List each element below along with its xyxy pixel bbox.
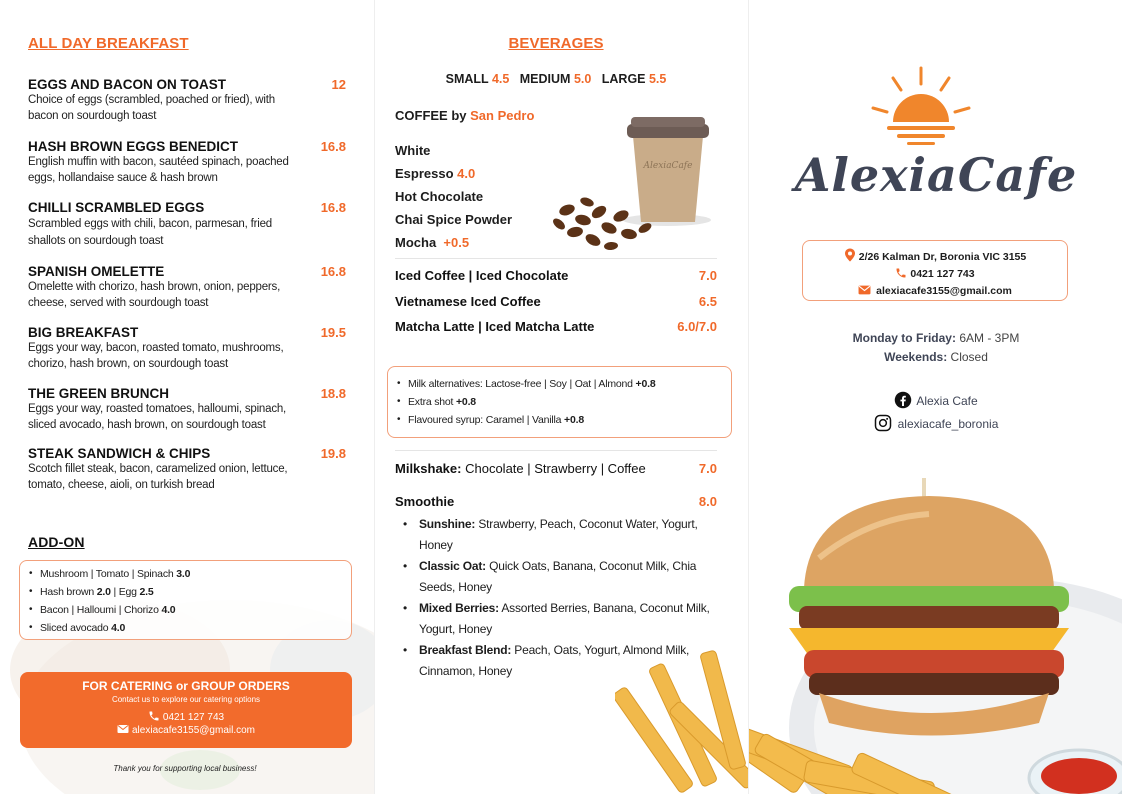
dish-description: Choice of eggs (scrambled, poached or fried), with bacon on sourdough toast [28, 94, 275, 122]
dish-description: English muffin with bacon, sautéed spinach, poached eggs, hollandaise sauce & hash brown [28, 156, 289, 184]
catering-box [20, 672, 352, 748]
address: 2/26 Kalman Dr, Boronia VIC 3155 [803, 248, 1067, 266]
extra-item: • Milk alternatives: Lactose-free | Soy | Oat | Almond +0.8 [388, 375, 731, 393]
menu-item [28, 325, 350, 372]
coffee-item: Mocha +0.5 [395, 235, 470, 250]
divider [395, 450, 717, 451]
menu-item [28, 446, 350, 493]
facebook-icon [894, 391, 912, 409]
dish-description: Eggs your way, bacon, roasted tomato, mushrooms, chorizo, hash brown, on sourdough toast [28, 342, 284, 370]
brand-panel [748, 0, 1122, 794]
addon-item: • Bacon | Halloumi | Chorizo 4.0 [20, 601, 351, 619]
iced-drink-row: Iced Coffee | Iced Chocolate 7.0 [395, 268, 717, 283]
smoothie-heading: Smoothie 8.0 [395, 494, 717, 509]
coffee-item: Hot Chocolate [395, 189, 484, 204]
location-pin-icon [844, 248, 856, 262]
dish-name: SPANISH OMELETTE [28, 264, 165, 279]
dish-name: HASH BROWN EGGS BENEDICT [28, 139, 239, 154]
catering-phone[interactable]: 0421 127 743 [20, 710, 352, 723]
menu-item [28, 200, 350, 250]
menu-item [28, 139, 350, 186]
size-prices: SMALL 4.5 MEDIUM 5.0 LARGE 5.5 [445, 72, 667, 86]
instagram-icon [874, 414, 892, 432]
opening-hours: Monday to Friday: 6AM - 3PM Weekends: Closed [852, 331, 1020, 364]
addon-box [19, 560, 352, 640]
fries-image [615, 640, 748, 794]
phone[interactable]: 0421 127 743 [803, 266, 1067, 283]
dish-name: EGGS AND BACON ON TOAST [28, 77, 227, 92]
addon-title: ADD-ON [28, 534, 85, 550]
smoothie-item: • Classic Oat: Quick Oats, Banana, Coconut Milk, Chia Seeds, Honey [395, 556, 715, 598]
catering-title: FOR CATERING or GROUP ORDERS [82, 679, 290, 693]
beverages-title: BEVERAGES [508, 35, 604, 52]
mail-icon [117, 724, 129, 734]
iced-drink-row: Matcha Latte | Iced Matcha Latte 6.0/7.0 [395, 319, 717, 334]
mail-icon [858, 285, 871, 295]
smoothie-item: • Mixed Berries: Assorted Berries, Banana, Coconut Milk, Yogurt, Honey [395, 598, 715, 640]
dish-price: 18.8 [320, 386, 346, 401]
catering-email[interactable]: alexiacafe3155@gmail.com [20, 724, 352, 736]
phone-icon [895, 267, 907, 279]
burger-image [749, 478, 1122, 794]
facebook-link[interactable]: Alexia Cafe [749, 391, 1122, 409]
brand-name: AlexiaCafe [794, 148, 1078, 202]
coffee-item: White [395, 143, 431, 158]
dish-price: 16.8 [320, 200, 346, 215]
divider [395, 258, 717, 259]
dish-description: Omelette with chorizo, hash brown, onion, peppers, cheese, served with sourdough toast [28, 281, 281, 309]
sun-logo-icon [865, 64, 977, 156]
addon-item: • Hash brown 2.0 | Egg 2.5 [20, 583, 351, 601]
dish-description: Scotch fillet steak, bacon, caramelized onion, lettuce, tomato, cheese, aioli, on turkish bread [28, 463, 288, 491]
contact-box [802, 240, 1068, 301]
menu-item [28, 77, 350, 124]
dish-name: THE GREEN BRUNCH [28, 386, 170, 401]
coffee-list [395, 139, 512, 254]
dish-name: BIG BREAKFAST [28, 325, 139, 340]
smoothie-item: • Breakfast Blend: Peach, Oats, Yogurt, Almond Milk, Cinnamon, Honey [395, 640, 715, 682]
dish-name: CHILLI SCRAMBLED EGGS [28, 200, 205, 215]
instagram-link[interactable]: alexiacafe_boronia [749, 414, 1122, 432]
extras-box [387, 366, 732, 438]
coffee-heading: COFFEE by San Pedro [395, 108, 535, 123]
iced-drink-row: Vietnamese Iced Coffee 6.5 [395, 294, 717, 309]
addon-item: • Sliced avocado 4.0 [20, 619, 351, 637]
dish-price: 16.8 [320, 139, 346, 154]
dish-description: Scrambled eggs with chili, bacon, parmesan, fried shallots on sourdough toast [28, 218, 272, 247]
milkshake-row: Milkshake: Chocolate | Strawberry | Coffee 7.0 [395, 461, 717, 476]
extra-item: • Extra shot +0.8 [388, 393, 731, 411]
catering-subtitle: Contact us to explore our catering options [111, 695, 261, 704]
dish-description: Eggs your way, roasted tomatoes, halloumi, spinach, sliced avocado, hash brown, on sourdough toast [28, 403, 287, 431]
email[interactable]: alexiacafe3155@gmail.com [803, 283, 1067, 300]
menu-item [28, 264, 350, 311]
breakfast-title: ALL DAY BREAKFAST [28, 35, 189, 52]
thanks-note: Thank you for supporting local business! [113, 764, 257, 773]
smoothie-item: • Sunshine: Strawberry, Peach, Coconut Water, Yogurt, Honey [395, 514, 715, 556]
beverages-panel [374, 0, 748, 794]
coffee-item: Espresso 4.0 [395, 166, 476, 181]
phone-icon [148, 710, 160, 722]
menu-item [28, 386, 350, 433]
dish-price: 19.8 [320, 446, 346, 461]
extra-item: • Flavoured syrup: Caramel | Vanilla +0.8 [388, 411, 731, 429]
coffee-cup-image [547, 112, 717, 260]
cup-logo-text: AlexiaCafe [643, 161, 693, 171]
breakfast-panel [0, 0, 374, 794]
dish-price: 16.8 [320, 264, 346, 279]
addon-item: • Mushroom | Tomato | Spinach 3.0 [20, 565, 351, 583]
coffee-item: Chai Spice Powder [395, 212, 513, 227]
dish-price: 19.5 [320, 325, 346, 340]
dish-name: STEAK SANDWICH & CHIPS [28, 446, 211, 461]
dish-price: 12 [331, 77, 346, 92]
